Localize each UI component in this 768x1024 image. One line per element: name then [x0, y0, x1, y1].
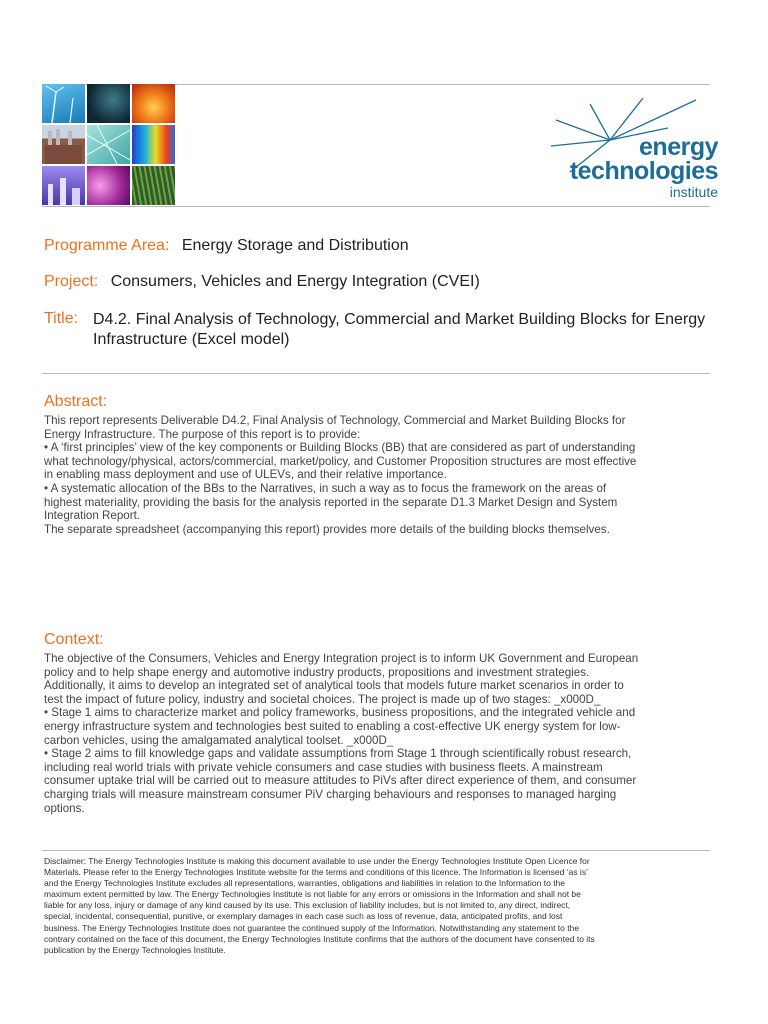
context-line: energy infrastructure system and technologies best suited to enabling a cost-effective UK energy system for low-	[44, 719, 621, 733]
abstract-line: • A ‘first principles’ view of the key components or Building Blocks (BB) that are considered as part of understanding	[44, 441, 636, 455]
power-station-photo	[42, 125, 85, 164]
context-line: The objective of the Consumers, Vehicles and Energy Integration project is to inform UK Government and European	[44, 652, 639, 665]
context-line: • Stage 2 aims to fill knowledge gaps and validate assumptions from Stage 1 through scientifically robust research,	[44, 747, 632, 761]
disclaimer-line: Materials. Please refer to the Energy Technologies Institute website for the terms and conditions of this licence. The Information is licensed ‘as is’	[44, 867, 588, 878]
fire-photo	[132, 84, 175, 123]
magenta-lights-photo	[87, 166, 130, 205]
abstract-line: The separate spreadsheet (accompanying this report) provides more details of the building blocks themselves.	[44, 522, 610, 536]
abstract-line: Integration Report.	[44, 509, 141, 523]
context-line: options.	[44, 801, 85, 815]
abstract-line: Energy Infrastructure. The purpose of this report is to provide:	[44, 427, 361, 441]
context-heading: Context:	[44, 631, 104, 648]
abstract-line: This report represents Deliverable D4.2, Final Analysis of Technology, Commercial and Market Building Blocks for	[44, 414, 626, 427]
abstract-heading: Abstract:	[44, 393, 108, 410]
project-label: Project:	[44, 273, 99, 290]
context-line: consumer uptake trial will be carried out to measure attitudes to PiVs after direct experience of them, and consumer	[44, 774, 637, 788]
header-photo-mosaic	[42, 84, 175, 206]
abstract-body	[44, 414, 712, 536]
project-row	[44, 273, 480, 291]
context-line: charging trials will measure mainstream consumer PiV charging behaviours and responses to managed harging	[44, 787, 617, 801]
project-value: Consumers, Vehicles and Energy Integration (CVEI)	[110, 273, 480, 290]
context-line: • Stage 1 aims to characterize market and policy frameworks, business propositions, and the integrated vehicle and	[44, 706, 636, 720]
disclaimer-line: contrary contained on the face of this document, the Energy Technologies Institute confirms that the authors of the document have consented to its	[44, 933, 595, 944]
abstract-line: in enabling mass deployment and use of ULEVs, and their relative importance.	[44, 468, 447, 482]
programme-area-value: Energy Storage and Distribution	[181, 237, 409, 254]
abstract-line: what technology/physical, actors/commercial, market/policy, and Customer Proposition structures are most effective	[44, 454, 637, 468]
header-bottom-rule	[42, 206, 710, 207]
water-wave-photo	[87, 84, 130, 123]
programme-area-row	[44, 237, 409, 255]
context-line: including real world trials with private vehicle consumers and case studies with business fleets. A mainstream	[44, 760, 603, 774]
title-label: Title:	[44, 310, 79, 327]
abstract-line: • A systematic allocation of the BBs to the Narratives, in such a way as to focus the framework on the areas of	[44, 481, 607, 495]
disclaimer-line: maximum extent permitted by law. The Energy Technologies Institute is not liable for any errors or omissions in the Information and shall not be	[44, 889, 581, 900]
context-line: carbon vehicles, using the amalgamated analytical toolset. _x000D_	[44, 733, 394, 747]
thermal-map-photo	[132, 125, 175, 164]
green-crops-photo	[132, 166, 175, 205]
context-line: test the impact of future policy, industry and societal choices. The project is made up of two stages: _x000D_	[44, 692, 601, 706]
disclaimer-line: business. The Energy Technologies Institute does not guarantee the continued supply of the Information. Notwithstanding any statement to the	[44, 922, 580, 933]
wind-turbines-photo	[42, 84, 85, 123]
disclaimer-line: Disclaimer: The Energy Technologies Institute is making this document available to use under the Energy Technologies Institute Open Licence for	[44, 856, 590, 866]
context-line: Additionally, it aims to develop an integrated set of analytical tools that models future market scenarios in order to	[44, 679, 624, 693]
disclaimer-line: and the Energy Technologies Institute excludes all representations, warranties, obligations and liabilities in relation to the Information to the	[44, 878, 566, 889]
disclaimer-line: publication by the Energy Technologies Institute.	[44, 944, 226, 955]
context-line: policy and to help shape energy and automotive industry products, propositions and investment strategies.	[44, 665, 590, 679]
logo-institute: institute	[669, 184, 718, 200]
disclaimer	[44, 856, 712, 956]
eti-logo	[548, 98, 718, 202]
power-plant-dusk-photo	[42, 166, 85, 205]
programme-area-label: Programme Area:	[44, 237, 170, 254]
disclaimer-line: special, incidental, consequential, punitive, or exemplary damages in each case such as loss of revenue, data, anticipated profits, and lost	[44, 911, 563, 922]
section-rule-2	[42, 850, 710, 851]
abstract-line: highest materiality, providing the basis for the analysis reported in the separate D1.3 Market Design and System	[44, 495, 618, 509]
teal-mesh-photo	[87, 125, 130, 164]
logo-technologies: technologies	[569, 157, 718, 185]
section-rule-1	[42, 373, 710, 374]
logo-energy: energy	[639, 133, 718, 161]
context-body	[44, 652, 712, 815]
disclaimer-line: liable for any loss, injury or damage of any kind caused by its use. This exclusion of liability includes, but is not limited to, any direct, indirect,	[44, 900, 571, 911]
title-value: D4.2. Final Analysis of Technology, Commercial and Market Building Blocks for Energy Infrastructure (Excel model)	[93, 311, 706, 348]
